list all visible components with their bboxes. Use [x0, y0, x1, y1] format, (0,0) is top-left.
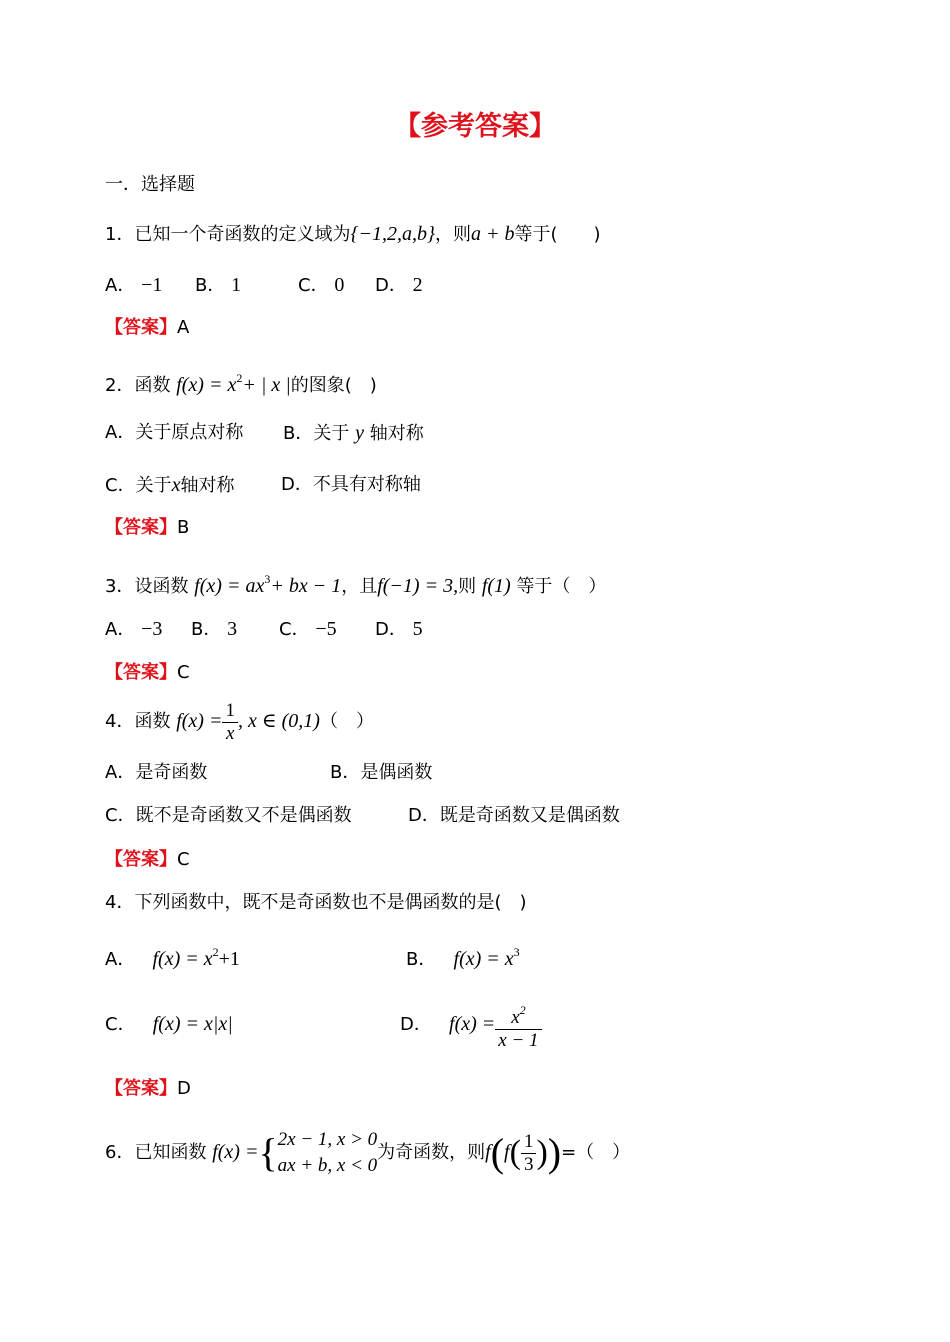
question-text: 下列函数中，既不是奇函数也不是偶函数的是( )	[134, 892, 527, 913]
question-2	[105, 366, 377, 398]
fraction-numerator: 1	[222, 700, 238, 723]
fraction-numerator: 1	[521, 1131, 537, 1154]
math-fraction	[495, 999, 541, 1052]
option-label: D．	[375, 619, 407, 640]
math-expr: a + b	[470, 223, 515, 245]
math-func: f(x) =	[212, 1141, 259, 1163]
answer-2	[105, 516, 189, 540]
answer-3	[105, 661, 190, 685]
question-text: =（ ）	[561, 1142, 631, 1163]
math-fraction	[222, 700, 238, 745]
option-b	[283, 421, 424, 446]
math-target: f(1)	[481, 575, 511, 597]
answer-value: C	[177, 849, 190, 870]
option-a	[105, 617, 162, 642]
math-func: f(x) = x	[453, 948, 514, 970]
answer-4	[105, 848, 190, 872]
answer-1	[105, 316, 189, 340]
answer-tag: 【答案】	[105, 1078, 177, 1099]
piecewise-case: 2x − 1, x > 0	[277, 1129, 378, 1150]
math-func: f	[485, 1141, 491, 1163]
question-text: 函数	[134, 375, 171, 396]
answer-tag: 【答案】	[105, 662, 177, 683]
option-text: 轴对称	[369, 423, 424, 444]
option-d	[375, 617, 423, 642]
question-text: ，且	[341, 576, 378, 597]
question-number: 1．	[105, 224, 135, 245]
option-text: C．关于	[105, 475, 172, 496]
option-b	[191, 617, 237, 642]
question-6	[105, 1122, 630, 1183]
math-exponent: 3	[264, 572, 271, 586]
answer-value: A	[177, 317, 190, 338]
math-func: + | x |	[242, 374, 291, 396]
option-label: B．	[195, 275, 226, 296]
answer-tag: 【答案】	[105, 317, 177, 338]
option-d: D．不具有对称轴	[281, 474, 421, 495]
math-func: f(x) = ax	[194, 575, 265, 597]
option-label: A．	[105, 275, 136, 296]
question-number: 4．	[105, 711, 135, 732]
math-func: f(x) =	[449, 1013, 496, 1035]
fraction-denominator: 3	[523, 1153, 534, 1175]
math-func: f	[504, 1141, 510, 1163]
paren-close: )	[547, 1130, 562, 1175]
section-heading: 一．选择题	[105, 174, 195, 195]
option-value: −1	[141, 274, 163, 296]
answer-tag: 【答案】	[105, 849, 177, 870]
question-number: 3．	[105, 576, 135, 597]
math-var: y	[355, 422, 364, 444]
math-exponent: 2	[236, 371, 243, 385]
fraction-numerator-base: x	[511, 1006, 520, 1028]
answer-value: B	[177, 517, 190, 538]
option-c	[279, 617, 337, 642]
question-5	[105, 891, 527, 915]
option-d: D．既是奇函数又是偶函数	[408, 805, 620, 826]
math-exponent: 3	[513, 945, 520, 959]
option-text: B．关于	[283, 423, 350, 444]
math-domain: , x ∈ (0,1)	[237, 710, 320, 732]
option-value: 1	[231, 274, 242, 296]
math-fraction	[521, 1131, 537, 1176]
option-label: B．	[191, 619, 222, 640]
answer-tag: 【答案】	[105, 517, 177, 538]
math-func: f(x) =	[176, 710, 223, 732]
question-text: 的图象( )	[290, 375, 377, 396]
option-value: 5	[412, 618, 423, 640]
question-text: 等于（ ）	[516, 576, 607, 597]
question-number: 6．	[105, 1142, 135, 1163]
option-label: C．	[279, 619, 310, 640]
paren-open: (	[490, 1130, 505, 1175]
question-text: ，则	[434, 224, 471, 245]
option-c	[105, 1012, 233, 1037]
option-label: D．	[400, 1014, 432, 1035]
question-text: 设函数	[134, 576, 189, 597]
piecewise-cases	[278, 1127, 378, 1179]
option-b	[195, 273, 241, 298]
math-func: f(x) = x	[176, 374, 237, 396]
paren-close: )	[536, 1134, 548, 1171]
paren-open: (	[509, 1134, 521, 1171]
question-text: 已知函数	[134, 1142, 207, 1163]
fraction-denominator: x − 1	[498, 1029, 539, 1051]
fraction-numerator	[495, 999, 541, 1030]
option-label: A．	[105, 949, 136, 970]
option-b	[406, 940, 520, 972]
question-text: 为奇函数，则	[377, 1142, 486, 1163]
option-label: A．	[105, 619, 136, 640]
math-set: {−1,2,a,b}	[350, 223, 435, 245]
option-text: 轴对称	[180, 475, 235, 496]
answer-value: D	[177, 1078, 191, 1099]
option-c	[298, 273, 344, 298]
question-4	[105, 698, 374, 745]
option-label: B．	[406, 949, 437, 970]
question-text: 等于( )	[514, 224, 601, 245]
question-text: 则	[458, 576, 477, 597]
option-a: A．是奇函数	[105, 762, 208, 783]
piecewise-brace: {	[258, 1130, 278, 1175]
option-d	[375, 273, 423, 298]
math-var: x	[171, 474, 181, 496]
option-label: C．	[105, 1014, 136, 1035]
question-3	[105, 567, 606, 599]
question-text: 已知一个奇函数的定义域为	[134, 224, 351, 245]
option-c	[105, 473, 234, 498]
answer-5	[105, 1077, 191, 1101]
math-func: + bx − 1	[270, 575, 342, 597]
option-a: A．关于原点对称	[105, 422, 244, 443]
question-number: 2．	[105, 375, 135, 396]
option-a	[105, 940, 240, 972]
question-1	[105, 222, 601, 247]
answer-value: C	[177, 662, 190, 683]
option-value: −3	[141, 618, 163, 640]
math-func: f(x) = x	[152, 948, 213, 970]
question-number: 4．	[105, 892, 135, 913]
piecewise-case: ax + b, x < 0	[277, 1155, 378, 1176]
option-value: 3	[227, 618, 238, 640]
fraction-denominator: x	[225, 722, 235, 744]
option-a	[105, 273, 162, 298]
question-text: （ ）	[319, 711, 374, 732]
option-d	[400, 998, 542, 1052]
question-text: 函数	[134, 711, 171, 732]
option-value: 2	[412, 274, 423, 296]
option-value: −5	[315, 618, 337, 640]
option-value: 0	[334, 274, 345, 296]
option-label: C．	[298, 275, 329, 296]
option-c: C．既不是奇函数又不是偶函数	[105, 805, 352, 826]
option-b: B．是偶函数	[330, 762, 433, 783]
math-exponent: 2	[519, 1002, 526, 1017]
math-cond: f(−1) = 3,	[377, 575, 459, 597]
math-func: +1	[218, 948, 240, 970]
option-label: D．	[375, 275, 407, 296]
math-exponent: 2	[212, 945, 219, 959]
math-func: f(x) = x|x|	[152, 1013, 233, 1035]
page-title: 【参考答案】	[394, 111, 556, 142]
